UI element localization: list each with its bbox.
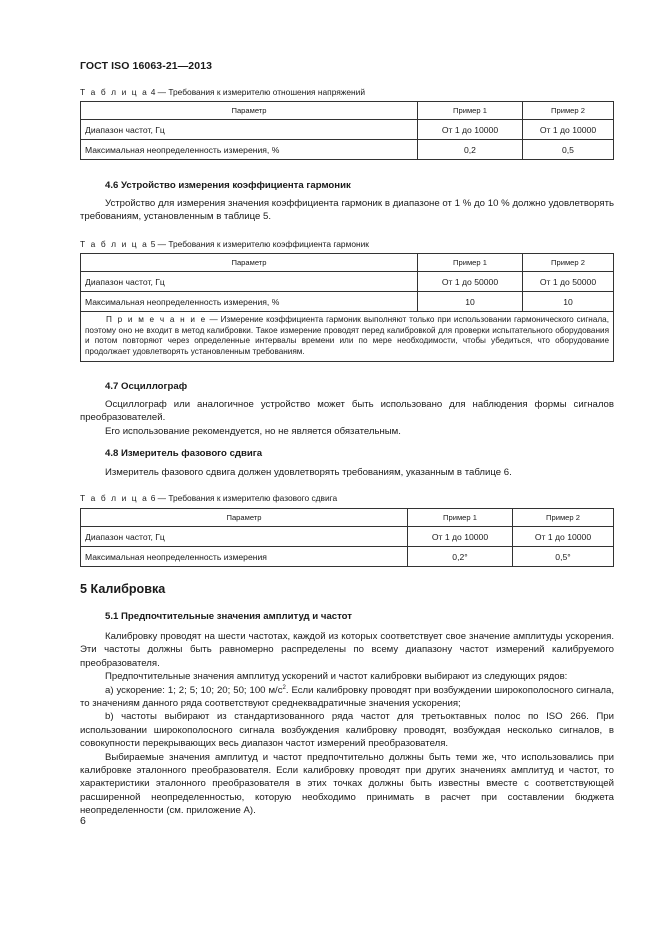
- section-5-1-title: 5.1 Предпочтительные значения амплитуд и частот: [105, 611, 353, 622]
- table-cell: 0,2: [418, 140, 523, 160]
- table6-caption-text: 6 — Требования к измерителю фазового сдвига: [150, 493, 338, 503]
- table-cell: 0,5°: [513, 547, 614, 567]
- document-header: ГОСТ ISO 16063-21—2013: [80, 60, 213, 72]
- table-row: [81, 547, 614, 567]
- table4-header-row: [81, 102, 614, 120]
- section-4-6-title: 4.6 Устройство измерения коэффициента гармоник: [105, 180, 351, 191]
- table5-header-row: [81, 254, 614, 272]
- table4-caption: [80, 87, 365, 97]
- table-cell: От 1 до 10000: [513, 527, 614, 547]
- table4-col-param: Параметр: [81, 102, 418, 120]
- section-4-6-body: [80, 197, 614, 224]
- table-cell: Максимальная неопределенность измерения, %: [81, 140, 418, 160]
- table-cell: Диапазон частот, Гц: [81, 120, 418, 140]
- table6-header-row: [81, 509, 614, 527]
- paragraph: Устройство для измерения значения коэффициента гармоник в диапазоне от 1 % до 10 % должно удовлетворять требованиям, установленным в таблице 5.: [80, 198, 614, 223]
- table6-col-param: Параметр: [81, 509, 408, 527]
- table-cell: Диапазон частот, Гц: [81, 527, 408, 547]
- table5-col-param: Параметр: [81, 254, 418, 272]
- table5-caption: [80, 239, 369, 249]
- section-4-8-body: [80, 466, 614, 479]
- paragraph: Измеритель фазового сдвига должен удовлетворять требованиям, указанным в таблице 6.: [105, 467, 512, 478]
- list-item-a-end: . Если калибровку проводят при возбуждении широкополосного сигнала, то значениям данного ряда соответствуют среднеквадратичные значения ускорения;: [80, 684, 614, 710]
- note-text: — Измерение коэффициента гармоник выполняют только при использовании гармонического сигнала, поэтому оно не входит в метод калибровки. Такое измерение проводят перед калибровкой для проверки испытательного оборудования и потом повторяют через определенные интервалы времени или по мере необходимости, чтобы убедиться, что оборудование продолжает удовлетворять установленным требованиям.: [85, 315, 609, 356]
- section-4-7-body: [80, 398, 614, 438]
- paragraph: b) частоты выбирают из стандартизованного ряда частот для третьоктавных полос по ISO 266. При использовании широкополосного сигнала возбуждения калибровку проводят, возбуждая несколько сигналов, в совокупности перекрывающих весь диапазон частот измерений преобразователя.: [80, 711, 614, 750]
- table-cell: От 1 до 10000: [418, 120, 523, 140]
- table6-col-ex1: Пример 1: [408, 509, 513, 527]
- table4-col-ex1: Пример 1: [418, 102, 523, 120]
- paragraph: Предпочтительные значения амплитуд ускорений и частот калибровки выбирают из следующих рядов:: [105, 671, 568, 683]
- section-4-8-title: 4.8 Измеритель фазового сдвига: [105, 448, 263, 459]
- table6: [80, 508, 614, 567]
- table-row: [81, 527, 614, 547]
- table-cell: 10: [523, 292, 614, 312]
- table-cell: Диапазон частот, Гц: [81, 272, 418, 292]
- section-5-title: 5 Калибровка: [80, 582, 166, 596]
- table-cell: Максимальная неопределенность измерения, %: [81, 292, 418, 312]
- table5-note-row: [81, 312, 614, 362]
- table-cell: 0,2°: [408, 547, 513, 567]
- table-cell: От 1 до 10000: [523, 120, 614, 140]
- table-cell: От 1 до 50000: [523, 272, 614, 292]
- paragraph: Выбираемые значения амплитуд и частот предпочтительно должны быть теми же, что использовались при калибровке эталонного преобразователя. Если калибровку проводят при других значениях амплитуд и частот, то характеристики эталонного преобразователя в этих точках должны быть известны вместе с соответствующей расширенной неопределенностью, которую необходимо принимать в расчет при составлении бюджета неопределенности (см. приложение А).: [80, 751, 614, 817]
- table4: [80, 101, 614, 160]
- table-cell: 10: [418, 292, 523, 312]
- table-cell: От 1 до 10000: [408, 527, 513, 547]
- table5-col-ex2: Пример 2: [523, 254, 614, 272]
- note-label: П р и м е ч а н и е: [106, 315, 207, 324]
- table5-note: [81, 312, 614, 362]
- table5-col-ex1: Пример 1: [418, 254, 523, 272]
- page-number: 6: [80, 815, 86, 827]
- table6-col-ex2: Пример 2: [513, 509, 614, 527]
- table-row: [81, 120, 614, 140]
- table5-caption-prefix: Т а б л и ц а: [80, 239, 149, 249]
- table4-col-ex2: Пример 2: [523, 102, 614, 120]
- table4-caption-prefix: Т а б л и ц а: [80, 87, 149, 97]
- table4-caption-text: 4 — Требования к измерителю отношения напряжений: [150, 87, 366, 97]
- list-item-a-start: а) ускорение: 1; 2; 5; 10; 20; 50; 100 м/с: [105, 684, 283, 696]
- superscript: 2: [282, 684, 286, 691]
- table-row: [81, 292, 614, 312]
- section-4-7-title: 4.7 Осциллограф: [105, 381, 188, 392]
- paragraph: [80, 684, 614, 711]
- section-5-1-body: [80, 630, 614, 818]
- table-row: [81, 272, 614, 292]
- table-cell: От 1 до 50000: [418, 272, 523, 292]
- table6-caption: [80, 493, 337, 503]
- table6-caption-prefix: Т а б л и ц а: [80, 493, 149, 503]
- table-cell: Максимальная неопределенность измерения: [81, 547, 408, 567]
- table-cell: 0,5: [523, 140, 614, 160]
- paragraph: Калибровку проводят на шести частотах, каждой из которых соответствует свое значение амплитуды ускорения. Эти частоты должны быть равномерно распределены по всему диапазону частот измерений калибруемого преобразователя.: [80, 631, 614, 669]
- table5: [80, 253, 614, 362]
- table5-caption-text: 5 — Требования к измерителю коэффициента гармоник: [150, 239, 369, 249]
- paragraph: Осциллограф или аналогичное устройство может быть использовано для наблюдения формы сигналов преобразователей.: [80, 399, 614, 424]
- paragraph: Его использование рекомендуется, но не является обязательным.: [105, 425, 401, 437]
- table-row: [81, 140, 614, 160]
